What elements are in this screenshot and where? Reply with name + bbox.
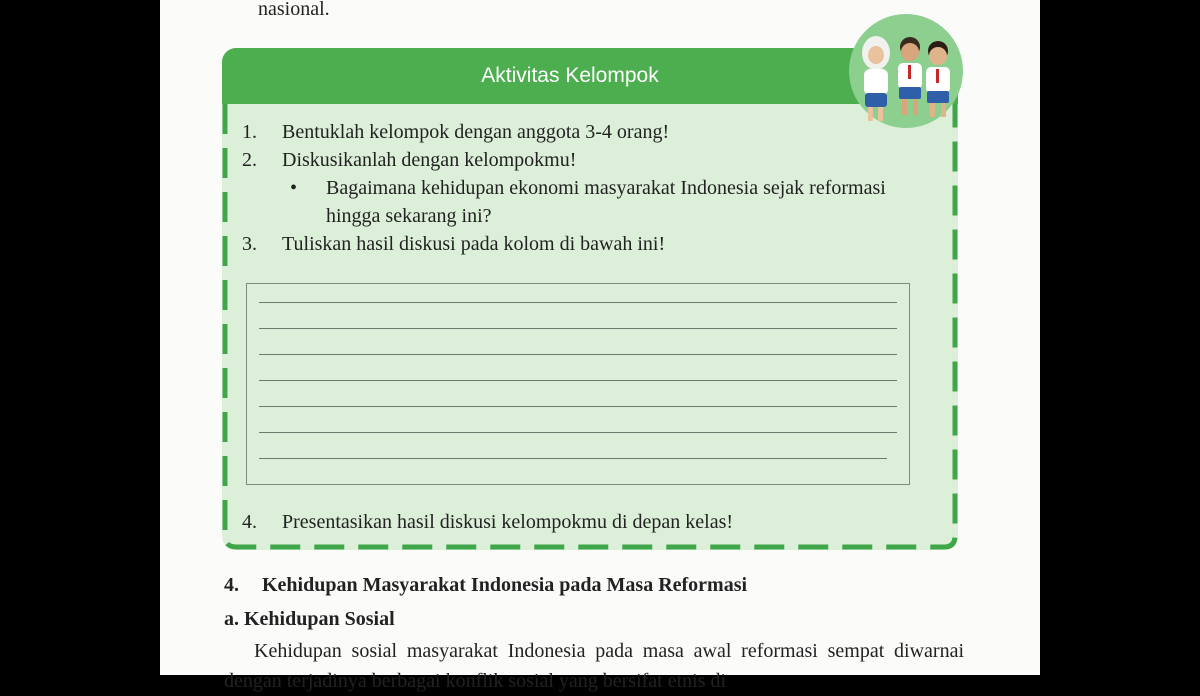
- subsection-heading: a. Kehidupan Sosial: [224, 608, 395, 630]
- students-group-icon: [848, 13, 964, 129]
- writing-line: [259, 432, 897, 433]
- bullet-icon: •: [290, 177, 298, 199]
- list-item: 1. Bentuklah kelompok dengan anggota 3-4 orang!: [242, 121, 670, 143]
- list-item: 3. Tuliskan hasil diskusi pada kolom di bawah ini!: [242, 233, 666, 255]
- section-heading: 4. Kehidupan Masyarakat Indonesia pada Masa Reformasi: [224, 574, 748, 596]
- writing-line: [259, 406, 897, 407]
- answer-writing-box[interactable]: [246, 283, 910, 485]
- list-item: 4. Presentasikan hasil diskusi kelompokmu di depan kelas!: [242, 511, 734, 533]
- writing-line: [259, 328, 897, 329]
- body-paragraph: Kehidupan sosial masyarakat Indonesia pada masa awal reformasi sempat diwarnai dengan terjadinya berbagai konflik sosial yang bersifat etnis di: [224, 640, 964, 692]
- writing-line: [259, 380, 897, 381]
- document-page: [160, 0, 1040, 692]
- activity-list: [242, 118, 926, 258]
- writing-line: [259, 458, 887, 459]
- writing-line: [259, 302, 897, 303]
- activity-title: Aktivitas Kelompok: [481, 64, 659, 87]
- writing-line: [259, 354, 897, 355]
- list-item: 2. Diskusikanlah dengan kelompokmu!: [242, 149, 577, 171]
- sub-bullet-item: • Bagaimana kehidupan ekonomi masyarakat Indonesia sejak reformasi hingga sekarang ini?: [242, 174, 926, 230]
- previous-paragraph-tail: nasional.: [258, 0, 330, 20]
